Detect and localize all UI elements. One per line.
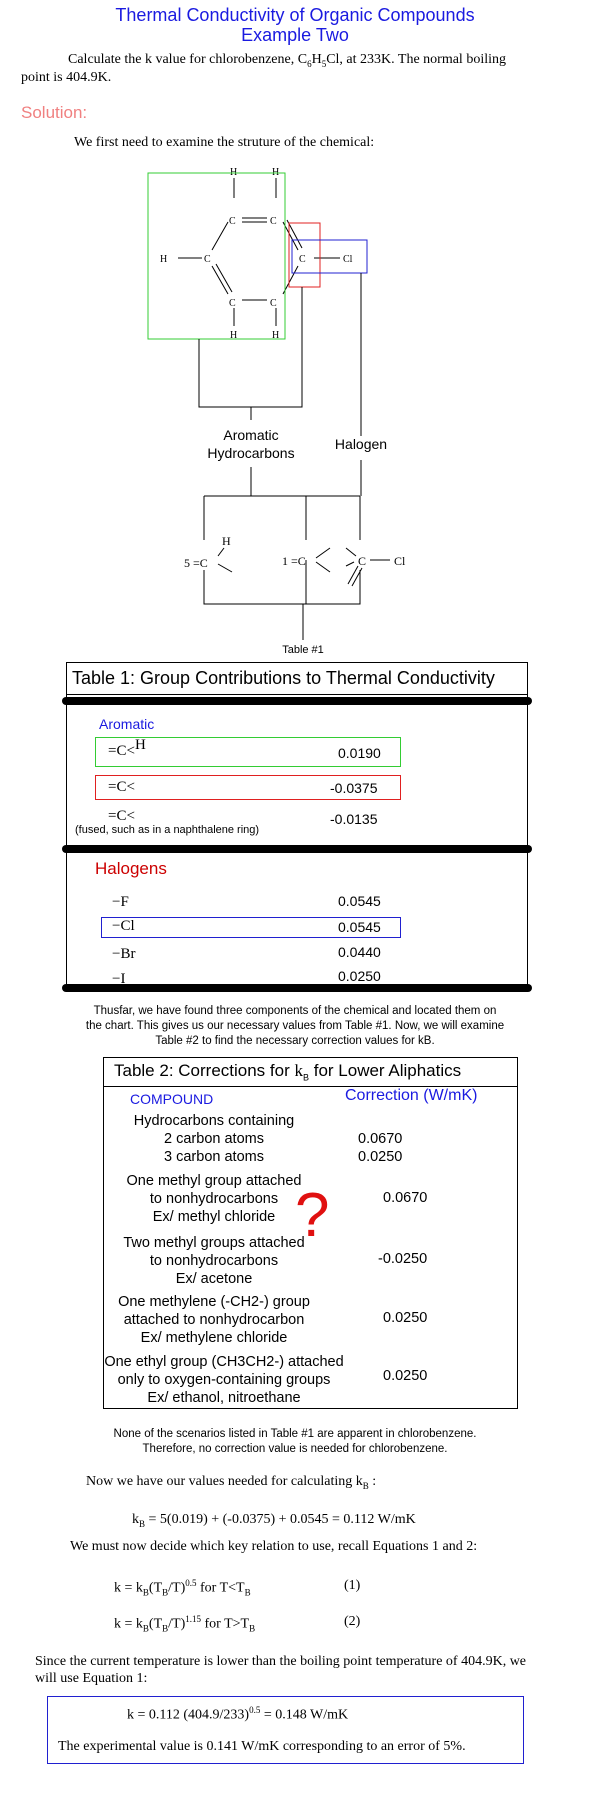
label-aromatic-1: Aromatic bbox=[223, 427, 279, 443]
t2-row-4-value: 0.0250 bbox=[383, 1310, 428, 1326]
atom-c-left: C bbox=[204, 254, 211, 265]
atom-h-top-left: H bbox=[230, 167, 238, 178]
t2-row-3: Two methyl groups attached to nonhydrocarbons Ex/ acetone bbox=[123, 1235, 305, 1287]
atom-h-bottom-right: H bbox=[272, 330, 280, 341]
table-ref-label: Table #1 bbox=[282, 644, 324, 656]
aromatic-value-1: 0.0190 bbox=[338, 745, 381, 761]
table1-divider-top bbox=[62, 697, 532, 705]
aromatic-group-2: =C< bbox=[108, 779, 135, 795]
atom-h-bottom-left: H bbox=[230, 330, 238, 341]
aromatic-value-2: -0.0375 bbox=[330, 780, 378, 796]
aromatic-label: Aromatic bbox=[99, 716, 155, 732]
t2-row-3-value: -0.0250 bbox=[378, 1251, 428, 1267]
problem-line-2: point is 404.9K. bbox=[21, 70, 112, 85]
group2-text: 1 =C bbox=[282, 554, 306, 568]
final-equation: k = 0.112 $(404.9/233)^{0.5} = 0.148$ W/mK bbox=[127, 1705, 349, 1723]
col-correction: Correction (W/mK) bbox=[345, 1087, 478, 1104]
group3-cl: Cl bbox=[394, 554, 406, 568]
kb-equation: $k_B = 5(0.019) + (-0.0375) + 0.0545 = 0.112$ W/mK bbox=[132, 1512, 416, 1529]
label-halogen: Halogen bbox=[334, 436, 388, 452]
halogens-label: Halogens bbox=[95, 859, 167, 878]
halogen-group-1: −F bbox=[112, 894, 129, 910]
t2-row-2: One methyl group attached to nonhydrocarbons Ex/ methyl chloride bbox=[126, 1173, 302, 1225]
page-subtitle: Example Two bbox=[241, 25, 349, 45]
equation-1-number: (1) bbox=[344, 1578, 361, 1593]
halogen-group-2: −Cl bbox=[112, 918, 135, 934]
problem-line-1: Calculate the k value for chlorobenzene, $C_6H_5Cl$, at 233K. The normal boiling bbox=[68, 52, 506, 69]
atom-h-top-right: H bbox=[272, 167, 280, 178]
atom-cl: Cl bbox=[343, 254, 353, 265]
halogen-group-4: −I bbox=[112, 971, 126, 987]
group3-c: C bbox=[358, 554, 367, 568]
atom-c-top-left: C bbox=[229, 216, 236, 227]
aromatic-group-1: =C<H bbox=[108, 737, 146, 759]
page-title: Thermal Conductivity of Organic Compounds bbox=[115, 5, 475, 25]
decide-text: We must now decide which key relation to use, recall Equations 1 and 2: bbox=[70, 1539, 478, 1554]
table2-title: Table 2: Corrections for $k_B$ for Lower Aliphatics bbox=[114, 1061, 462, 1083]
t2-row-2-value: 0.0670 bbox=[383, 1190, 428, 1206]
aromatic-ch-box bbox=[148, 173, 285, 339]
equation-2-number: (2) bbox=[344, 1614, 361, 1629]
halogen-value-1: 0.0545 bbox=[338, 893, 381, 909]
table1-divider-mid bbox=[62, 845, 532, 853]
structure-diagram bbox=[0, 160, 595, 660]
table1-title: Table 1: Group Contributions to Thermal Conductivity bbox=[72, 668, 495, 688]
group1-h: H bbox=[222, 534, 231, 548]
table1-divider-bottom bbox=[62, 984, 532, 992]
equation-1: $k = k_B(T_B/T)^{0.5}$ for $T<T_B$ bbox=[114, 1578, 251, 1598]
t2-row-5: One ethyl group (CH3CH2-) attached only to oxygen-containing groups Ex/ ethanol, nitroethane bbox=[104, 1354, 344, 1406]
atom-c-bottom-right: C bbox=[270, 298, 277, 309]
intro-text: We first need to examine the struture of the chemical: bbox=[74, 135, 375, 150]
atom-h-left: H bbox=[160, 254, 168, 265]
halogen-group-3: −Br bbox=[112, 946, 136, 962]
halogen-value-3: 0.0440 bbox=[338, 944, 381, 960]
halogen-value-4: 0.0250 bbox=[338, 968, 381, 984]
none-note: None of the scenarios listed in Table #1 are apparent in chlorobenzene. Therefore, no correction value is needed for chlorobenzene. bbox=[113, 1428, 477, 1455]
atom-c-bottom-left: C bbox=[229, 298, 236, 309]
aromatic-group-3: =C< bbox=[108, 808, 135, 824]
thusfar-text: Thusfar, we have found three components of the chemical and located them on the chart. This gives us our necessary values from Table #1. Now, we will examine Table #2 to find the necessary correction values for kB. bbox=[85, 1005, 505, 1047]
aromatic-value-3: -0.0135 bbox=[330, 811, 378, 827]
label-aromatic-2: Hydrocarbons bbox=[207, 445, 295, 461]
atom-c-top-right: C bbox=[270, 216, 277, 227]
since-line-1: Since the current temperature is lower than the boiling point temperature of 404.9K, we bbox=[35, 1654, 527, 1669]
equation-2: $k = k_B(T_B/T)^{1.15}$ for $T>T_B$ bbox=[114, 1614, 256, 1634]
t2-row-1: Hydrocarbons containing 2 carbon atoms 3 carbon atoms bbox=[133, 1113, 295, 1165]
now-text: Now we have our values needed for calculating $k_B$ : bbox=[86, 1474, 377, 1491]
t2-row-1-values: 0.0670 0.0250 bbox=[358, 1131, 403, 1165]
halogen-value-2: 0.0545 bbox=[338, 919, 381, 935]
group1-text: 5 =C bbox=[184, 556, 208, 570]
question-mark: ? bbox=[295, 1181, 330, 1250]
table1-header bbox=[66, 662, 528, 695]
col-compound: COMPOUND bbox=[130, 1091, 214, 1107]
t2-row-5-value: 0.0250 bbox=[383, 1368, 428, 1384]
atom-c-right: C bbox=[299, 254, 306, 265]
aromatic-note-3: (fused, such as in a naphthalene ring) bbox=[75, 824, 260, 836]
since-line-2: will use Equation 1: bbox=[35, 1671, 148, 1686]
experimental-text: The experimental value is 0.141 W/mK corresponding to an error of 5%. bbox=[58, 1739, 466, 1754]
solution-label: Solution: bbox=[21, 103, 88, 122]
t2-row-4: One methylene (-CH2-) group attached to nonhydrocarbon Ex/ methylene chloride bbox=[118, 1294, 310, 1346]
